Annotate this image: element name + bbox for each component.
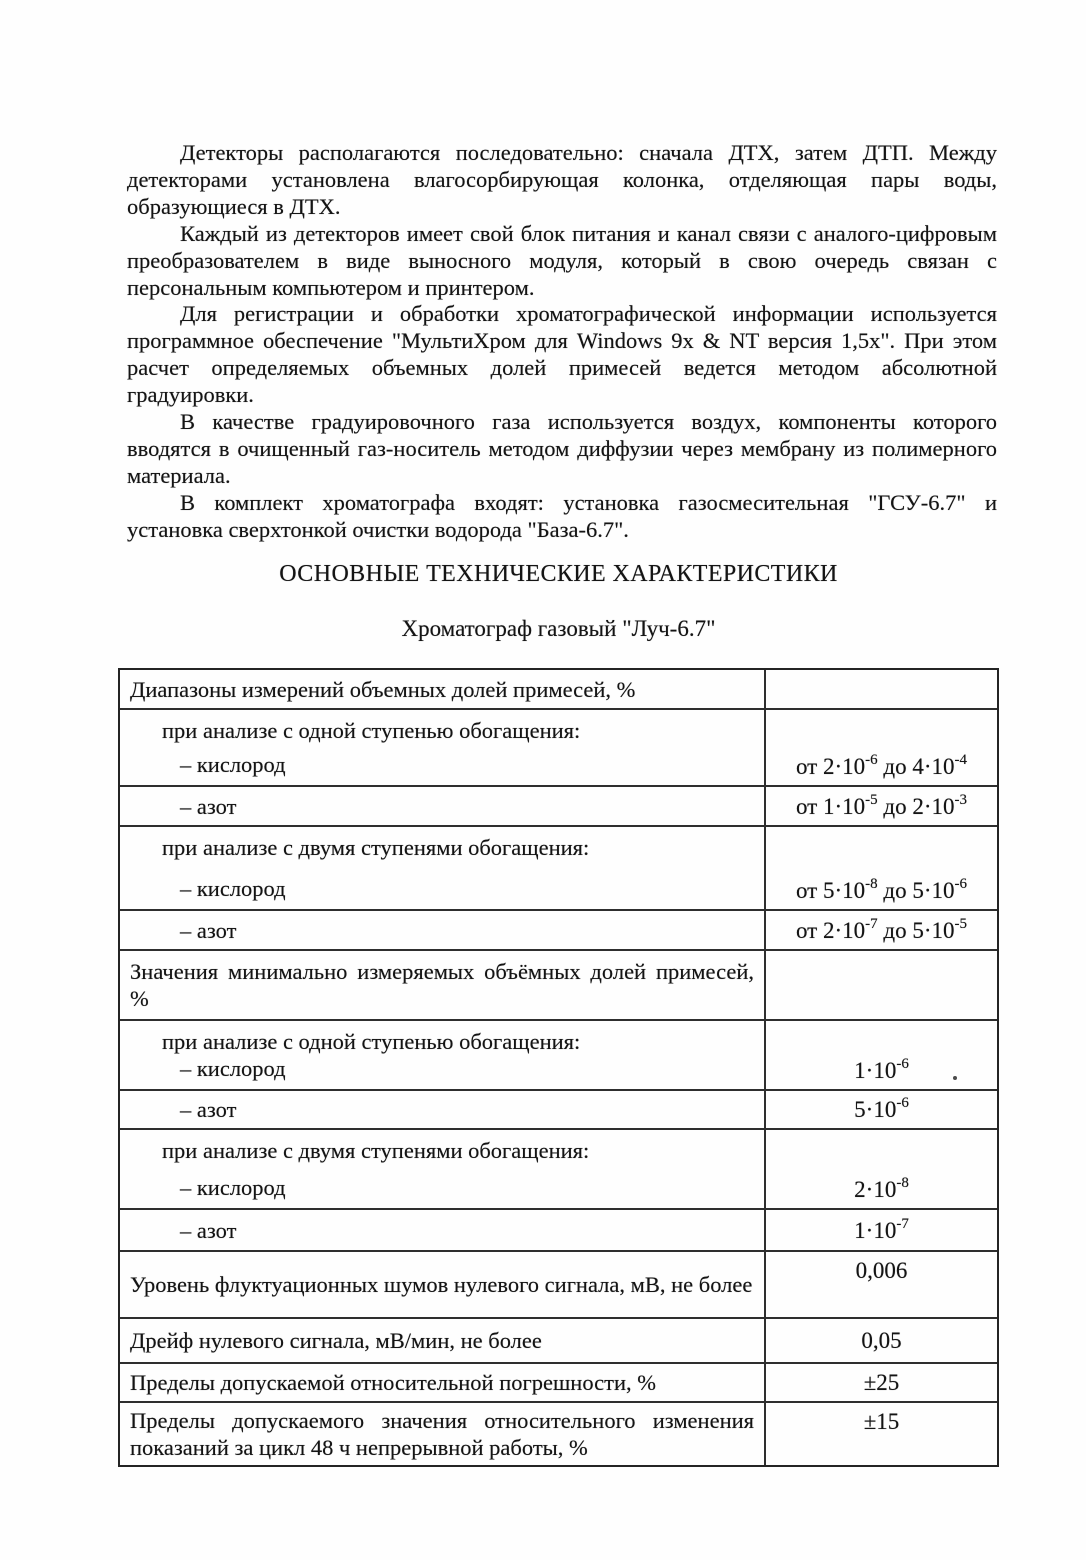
- spec-value: от $1\cdot 10^{-5}$ до $2\cdot 10^{-3}$: [795, 791, 968, 819]
- spec-label: Пределы допускаемого значения относительного изменения показаний за цикл 48 ч непрерывной работы, %: [130, 1408, 754, 1460]
- table-row: [120, 1401, 997, 1465]
- spec-value-cell: [766, 670, 997, 708]
- spec-label-cell: [120, 911, 766, 949]
- spec-value: $1\cdot 10^{-6}$: [854, 1056, 909, 1083]
- spec-value: от $5\cdot 10^{-8}$ до $5\cdot 10^{-6}$: [795, 876, 968, 903]
- spec-label-cell: [120, 1091, 766, 1128]
- spec-value-cell: [766, 1130, 997, 1208]
- spec-value: $2\cdot 10^{-8}$: [854, 1175, 909, 1202]
- spec-value: 0,006: [855, 1258, 908, 1283]
- spec-label: Пределы допускаемой относительной погрешности, %: [130, 1370, 657, 1395]
- spec-value: $5\cdot 10^{-6}$: [854, 1095, 909, 1122]
- table-caption: Хроматограф газовый "Луч-6.7": [401, 616, 716, 641]
- spec-label: – кислород: [180, 1175, 286, 1200]
- table-row: [120, 825, 997, 909]
- spec-label-cell: [120, 951, 766, 1019]
- paragraph-power-supply: Каждый из детекторов имеет свой блок питания и канал связи с аналого-цифровым преобразователем в виде выносного модуля, который в свою очередь связан с персональным компьютером и принтером.: [127, 220, 997, 300]
- spec-value-cell: [766, 1021, 997, 1089]
- spec-value-cell: [766, 911, 997, 949]
- spec-label: Диапазоны измерений объемных долей примесей, %: [130, 676, 636, 702]
- spec-label: – кислород: [180, 752, 286, 777]
- spec-label-cell: [120, 1252, 766, 1317]
- spec-label: при анализе с одной ступенью обогащения:: [162, 1029, 581, 1054]
- scan-artifact-dot: [953, 1076, 957, 1080]
- spec-value-cell: [766, 951, 997, 1019]
- spec-label: Уровень флуктуационных шумов нулевого сигнала, мВ, не более: [130, 1272, 753, 1297]
- spec-label: при анализе с двумя ступенями обогащения:: [162, 1138, 590, 1163]
- spec-label: – азот: [180, 1217, 237, 1243]
- spec-label-cell: [120, 670, 766, 708]
- spec-value-cell: [766, 710, 997, 785]
- spec-value-cell: [766, 787, 997, 825]
- table-row: [120, 1208, 997, 1250]
- spec-value-cell: [766, 1252, 997, 1317]
- spec-label-cell: [120, 827, 766, 909]
- spec-value: от $2\cdot 10^{-7}$ до $5\cdot 10^{-5}$: [795, 915, 968, 943]
- table-row: [120, 1362, 997, 1401]
- paragraph-detectors: Детекторы располагаются последовательно: сначала ДТХ, затем ДТП. Между детекторами установлена влагосорбирующая колонка, отделяющая пары воды, образующиеся в ДТХ.: [127, 140, 997, 219]
- table-row: [120, 1128, 997, 1208]
- spec-label: – кислород: [180, 1056, 286, 1081]
- spec-label: – кислород: [180, 876, 286, 901]
- table-row: [120, 949, 997, 1019]
- spec-label: – азот: [180, 1097, 237, 1122]
- spec-value-cell: [766, 1403, 997, 1465]
- spec-label: при анализе с одной ступенью обогащения:: [162, 718, 581, 743]
- spec-label-cell: [120, 1021, 766, 1089]
- table-row: [120, 785, 997, 825]
- spec-value: ±15: [863, 1409, 900, 1434]
- spec-table: [118, 668, 999, 1467]
- spec-label-cell: [120, 1364, 766, 1401]
- spec-label: Значения минимально измеряемых объёмных долей примесей, %: [130, 959, 754, 1011]
- spec-label: – азот: [180, 793, 237, 819]
- table-row: [120, 1089, 997, 1128]
- paragraph-software: Для регистрации и обработки хроматографической информации используется программное обеспечение "МультиХром для Windows 9x & NT версия 1,5x". При этом расчет определяемых объемных долей примесей ведется методом абсолютной градуировки.: [127, 301, 997, 408]
- spec-label: Дрейф нулевого сигнала, мВ/мин, не более: [130, 1328, 542, 1353]
- body-text: [127, 140, 997, 544]
- spec-value-cell: [766, 1210, 997, 1250]
- spec-label-cell: [120, 1319, 766, 1362]
- spec-value: ±25: [863, 1370, 900, 1395]
- spec-value-cell: [766, 1091, 997, 1128]
- table-row: [120, 670, 997, 708]
- spec-label: при анализе с двумя ступенями обогащения:: [162, 835, 590, 860]
- table-row: [120, 1019, 997, 1089]
- spec-label: – азот: [180, 917, 237, 943]
- spec-value: от $2\cdot 10^{-6}$ до $4\cdot 10^{-4}$: [795, 752, 968, 779]
- spec-label-cell: [120, 710, 766, 785]
- spec-label-cell: [120, 787, 766, 825]
- spec-value-cell: [766, 827, 997, 909]
- spec-value: 0,05: [861, 1328, 902, 1353]
- spec-value-cell: [766, 1319, 997, 1362]
- spec-label-cell: [120, 1130, 766, 1208]
- spec-value: $1\cdot 10^{-7}$: [854, 1215, 909, 1243]
- table-row: [120, 909, 997, 949]
- paragraph-kit: В комплект хроматографа входят: установка газосмесительная "ГСУ-6.7" и установка сверхтонкой очистки водорода "База-6.7".: [127, 489, 997, 542]
- section-heading: ОСНОВНЫЕ ТЕХНИЧЕСКИЕ ХАРАКТЕРИСТИКИ: [279, 561, 838, 587]
- table-row: [120, 1317, 997, 1362]
- paragraph-calibration-gas: В качестве градуировочного газа используется воздух, компоненты которого вводятся в очищенный газ-носитель методом диффузии через мембрану из полимерного материала.: [127, 409, 997, 488]
- spec-value-cell: [766, 1364, 997, 1401]
- spec-label-cell: [120, 1210, 766, 1250]
- table-row: [120, 708, 997, 785]
- table-row: [120, 1250, 997, 1317]
- spec-label-cell: [120, 1403, 766, 1465]
